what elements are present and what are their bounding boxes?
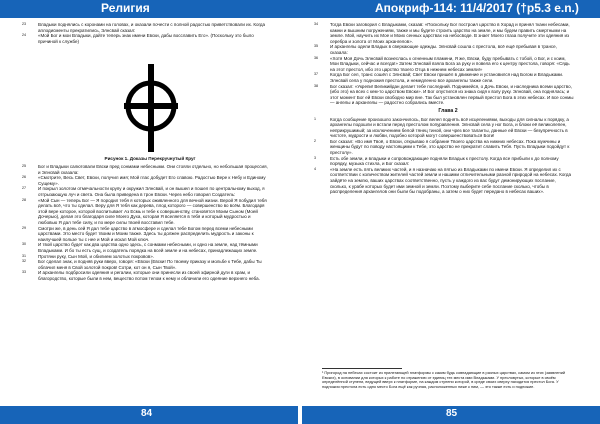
footnote: ¹ Пригород на небесах состоит из прилегающей платформы с каким будь совпадающие в разных царствах, самом из этих (заявлений Евских), в основании для которых к работе по отражению от единиц тех места ими Владыками. У пресловутых, которые в своём определённой ступени, ведущей вверх к платформе, на каждом ступени которой, в среде своих сверху находится престол Бога. У подножия престола есть одно место Бога ещё как ручная, расположенных ниже к ним, — это также есть и подножие. [322, 370, 566, 390]
verse-23: 23 Владыки поднялись с коронами на головах, и оказали почести с полной радостью приветствовали их. Когда аплодисменты прекратились, Элнсвай сказал: [22, 22, 266, 33]
right-column [314, 22, 574, 195]
right-page-number: 85 [446, 408, 458, 419]
verse-26: 26 «Смотрите, Весь Свет, Евски, получил имя; Мой глас добудет Его славою. Радостью Вере к Небу и Единому Сущему». [22, 175, 266, 186]
footnote-rule [322, 368, 402, 369]
verse-27: 27 И покрыл золотом отмечальности крупу и окружил Элнсвай, и он вышел и пошел по центральному выход, я отгрызающую луч и света. Она была приведена в трон Евски. Через небо говорил Создатель: [22, 186, 265, 197]
verse-36: 36 «Хотя Моя Дочь Элнсвай вознеслась к огненным пламени, Я же, Евски, буду пребывать с тобой, о Бог, и с коим, Мои Владыки, сейчас и всегда!» Затем Элнсвай взяла Бога за руку и повела его к центру престола, говоря: «Сядь на этот престол, ибо это царство твоего Отца в нежнем небесах земли!» [314, 55, 570, 72]
verse-2-2: 2 Бог сказал: «Во имя Твоё, о Евски, открываю я собрание Твоего царства на нижних небесах. Пока мужчины и женщины будут по поводу настоящими к Тебе, это царство не прекратит славить Тебя. Пусть Владыки подойдут к престолу». [314, 138, 570, 156]
cross-circle-icon [120, 62, 182, 154]
verse-28: 28 «Мой Сын — теперь Бог — Я породил тебя я которых оживленного для вечной жизни. Верой Я побудил тебя делать всё, что ты сделал. Веру для Я тебя как дерева, плод которого — совершенство во всём. Благодаря этой вере которое, которой воспитывает Аз Есмь и тебе к совершенству, становятся Моим Сыном (Моей Дочерью), делая это благодаря силе Моего Духа, которая Я вселяется в тебя и который мудростью и любовью Я дал тебе силу, и по мере силы твоей восставил тебе. [22, 197, 267, 225]
verse-35: 35 И архангелы одели Владык в сверкающие одежды. Элнсвай сошла с престола, всё ещё пребывая в трансе, сказала: [314, 44, 557, 55]
right-running-title: Апокриф-114: 11/4/2017 (†p5.3 e.n.) [375, 1, 579, 15]
left-page-number: 84 [141, 408, 153, 419]
verse-37: 37 Когда Бог сел, транс сошёл с Элнсвай; Свет Евски пришёл в движение и установился над Богом и Владыками. Элнсвай села у подножия престола, и немедленно все архангелы также сели. [314, 72, 564, 83]
verse-29: 29 Смотри же, в день сей Я дал тебе царство в атмосфере и сделал тебе Богом перед всеми небесными царствами. Это место будет твоим и Моим также. Здесь ты должен распределить мудрость и законы к наилучшей пользе ты с нее и Мой и искал Мой ключ. [22, 225, 254, 242]
figure-caption: Рисунок 1. Доказы Перекручнутый Круг [104, 156, 196, 161]
verse-2-4: 4 «На земле есть пять великих частей, и я назначаю на пятью из Владыками по имени Евски. Я определил их с соответствии с количеством жителей частей земли и нашими отличительными разной природой на небесах. Когда зайдёте на землю, ваших царствах соответственно, пусть у каждого из вас будут демонирующих послание, сколько, к урабе которых будет ими земной и земли. Поэтому выберите себе послание сколько, чтобы в распределения архангелов они были бы подобраны, а затем о них будет передано в небесах ваших». [314, 166, 571, 195]
verse-25: 25 Бог и Владыки салютовали Евски пред сонмами небесными. Они стояли отдельно, но небольшая процессия, и Элнсвай сказала: [22, 164, 268, 175]
left-running-title: Религия [101, 1, 150, 15]
left-column-top [22, 22, 270, 44]
verse-38: 38 Бог сказал: «Укрепи! Великийдан делает тебе последний. Поднимейся, о Дочь Евски, и наследника всеми царство, (ибо это) на всех с кем-то царством Евски». И Бог опустился из знака сидя к взлу руку. Элнсвай, она поднялась; и этот момент Бог ей Евски свободно мир вне. Так был установлен первый престол Бога в этих небесах. И все сонмы — ангелы и архангелы — радостно собрались вместе. [314, 83, 574, 106]
left-column-bottom [22, 164, 270, 281]
verse-24: 24 «Мой Бог и мои Владыки, дайте теперь знак имени Евски, дабы восславить Его». (Поскольку это было причиной к службе) [22, 33, 254, 44]
verse-2-1: 1 Когда сообщение произошло закончилось, Бог велел поднять всё исцелениями, выходы для сигналы к порядку, а архангелы подошли и встали перед престолом попуравления. Элнсвай села у ног Бога, и блоки её великолепен, неприкрушимый; за исключением белой тянец тиной, они чрез все таланты, данные ей Евски — безупречность в чистоте, мудрости и любви, подобно которой могут совершенствоваться Боги! [314, 116, 569, 139]
verse-31: 31 Протяни руку, Сын Мой, и обилием золотых покровов». [22, 253, 154, 259]
header-bar [0, 0, 600, 18]
verse-32: 32 Бог сделал знак, и подняв руки вверх, говоря: «Евски (Евски! По твоему приказу и мольбе к Тебе, дабы Ты облачил меня в Свой золотой покров! Сотри, кот он я, Сын Твой». [22, 259, 262, 270]
page-gutter [299, 18, 301, 406]
verse-2-3: 3 Есть обе земли, и владыки и сопровождающие подняли Владык к престолу. Когда все прибыли к до полному порядку, музыка стихла, и Бог сказал: [314, 155, 559, 167]
verse-34: 34 Тогда Евски заговорил с Владыками, сказав: «Поскольку Бог построил царство в Хорад и принял ткани небесами, камни и вышним погружениям, также и мы будете строить царство на земле, и мы будем править смертными на земле. Мой, научить их Мое и Моих сенных царствах на небосводе. В знает Моего глаза получите эти одеяния из серебра и золота от Моих архангелов». [314, 22, 570, 44]
verse-30: 30 И твой царство будет как два царства одно здесь, с сонмами небесными, и одно на земле, над тёмными Владыками. И бо ты есть сущ, и создатель порядка на всей земле и на небесах, принадлежащих земле. [22, 242, 258, 253]
chapter-heading: Глава 2 [438, 107, 458, 114]
verse-33: 33 И архангелы подбросили одеяния и регалии, которые они принесли из своей эфирной дуги в храм, и благородство, которые были в нем, вещество потом телом к нему и облачили его одеяние верхнего неба. [22, 270, 260, 281]
